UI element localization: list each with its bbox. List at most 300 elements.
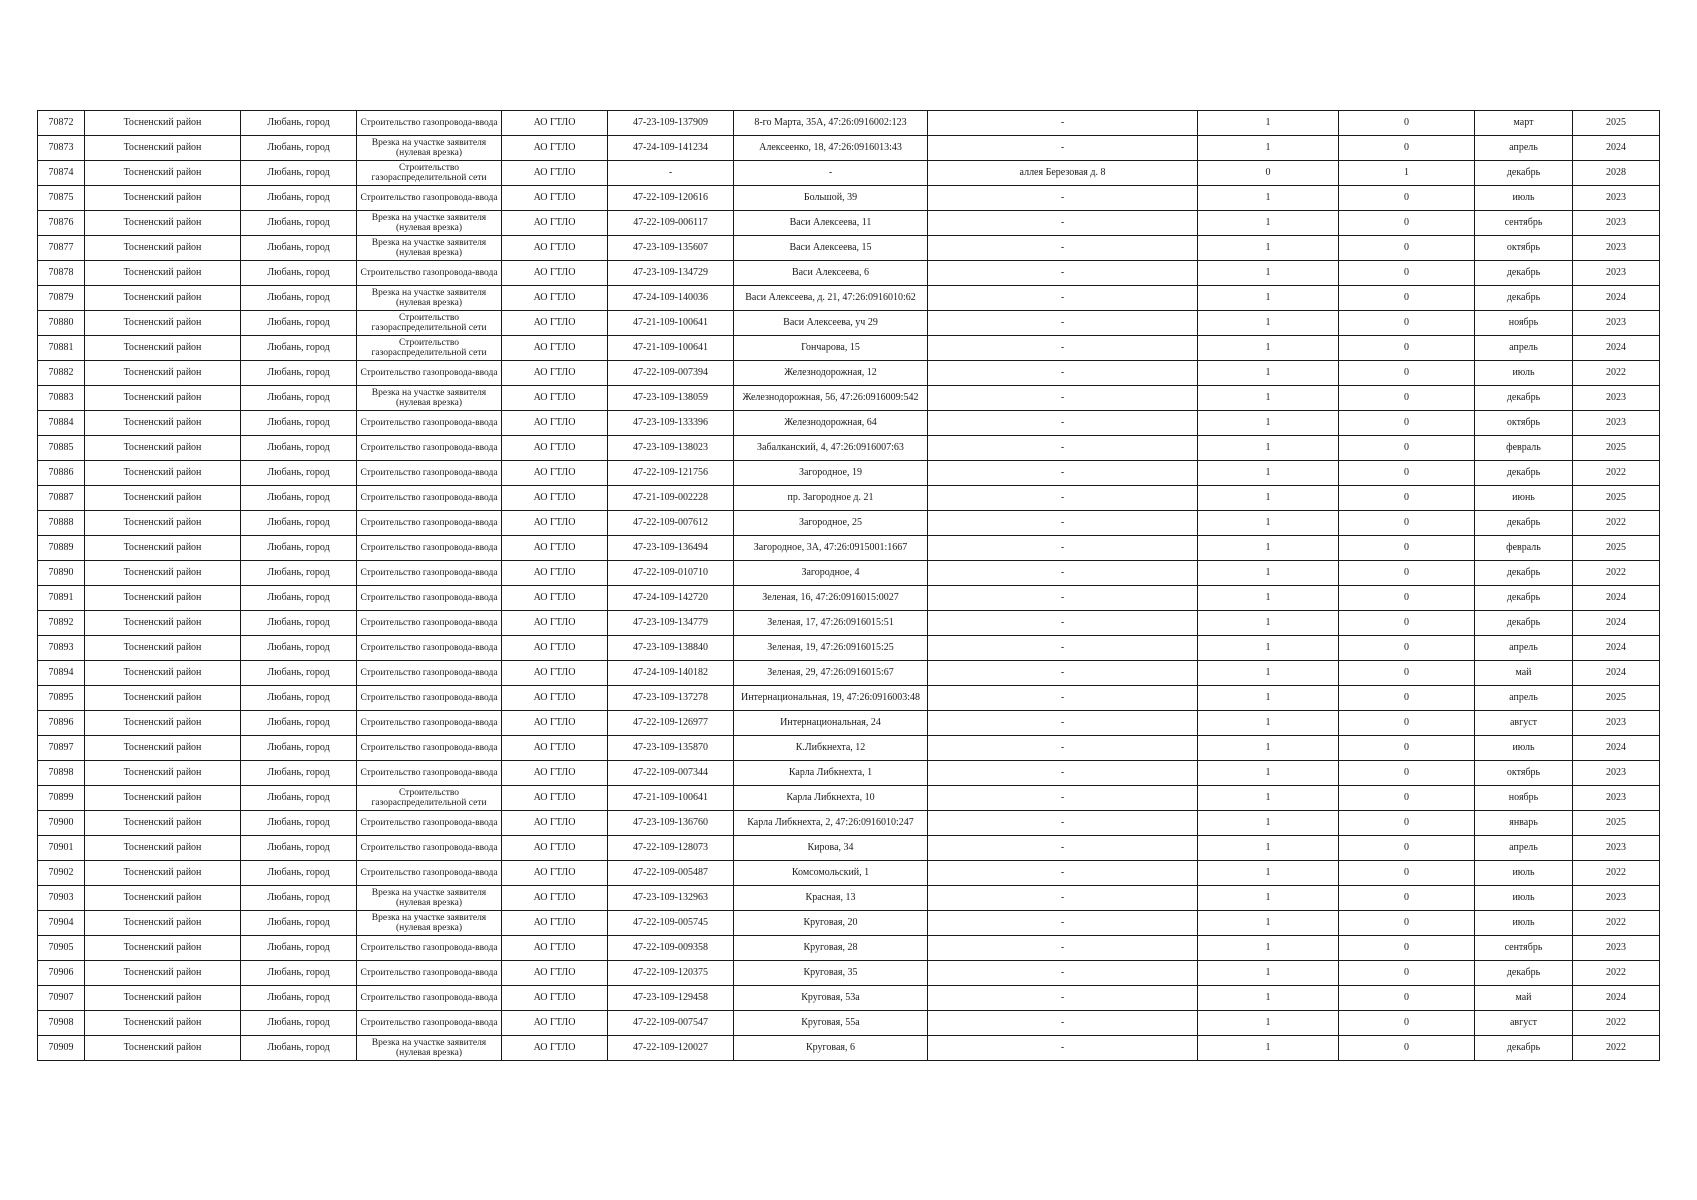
table-row xyxy=(38,986,1660,1011)
work-type-cell: Строительство газопровода-ввода xyxy=(357,361,502,386)
work-type-cell: Строительство газопровода-ввода xyxy=(357,436,502,461)
planned-quantity-cell: 0 xyxy=(1339,736,1475,761)
organization-cell: АО ГТЛО xyxy=(502,161,608,186)
table-row xyxy=(38,261,1660,286)
record-number-cell: 70891 xyxy=(38,586,85,611)
planned-quantity-cell: 0 xyxy=(1339,836,1475,861)
month-cell: июль xyxy=(1475,911,1573,936)
table-row xyxy=(38,161,1660,186)
settlement-cell: Любань, город xyxy=(241,761,357,786)
district-cell: Тосненский район xyxy=(85,586,241,611)
contract-number-cell: 47-22-109-007394 xyxy=(608,361,734,386)
month-cell: май xyxy=(1475,661,1573,686)
quantity-cell: 1 xyxy=(1198,686,1339,711)
alt-address-cell: - xyxy=(928,1011,1198,1036)
alt-address-cell: - xyxy=(928,1036,1198,1061)
month-cell: декабрь xyxy=(1475,586,1573,611)
district-cell: Тосненский район xyxy=(85,661,241,686)
organization-cell: АО ГТЛО xyxy=(502,261,608,286)
work-type-cell: Строительство газопровода-ввода xyxy=(357,1011,502,1036)
year-cell: 2024 xyxy=(1573,661,1660,686)
planned-quantity-cell: 0 xyxy=(1339,511,1475,536)
work-type-cell: Строительство газопровода-ввода xyxy=(357,636,502,661)
table-row xyxy=(38,711,1660,736)
address-cell: Зеленая, 29, 47:26:0916015:67 xyxy=(734,661,928,686)
month-cell: сентябрь xyxy=(1475,211,1573,236)
district-cell: Тосненский район xyxy=(85,886,241,911)
district-cell: Тосненский район xyxy=(85,211,241,236)
record-number-cell: 70878 xyxy=(38,261,85,286)
planned-quantity-cell: 0 xyxy=(1339,861,1475,886)
year-cell: 2025 xyxy=(1573,111,1660,136)
district-cell: Тосненский район xyxy=(85,936,241,961)
organization-cell: АО ГТЛО xyxy=(502,311,608,336)
address-cell: Интернациональная, 24 xyxy=(734,711,928,736)
settlement-cell: Любань, город xyxy=(241,1036,357,1061)
year-cell: 2023 xyxy=(1573,786,1660,811)
year-cell: 2022 xyxy=(1573,461,1660,486)
address-cell: Круговая, 28 xyxy=(734,936,928,961)
month-cell: июль xyxy=(1475,361,1573,386)
alt-address-cell: - xyxy=(928,361,1198,386)
table-row xyxy=(38,311,1660,336)
organization-cell: АО ГТЛО xyxy=(502,986,608,1011)
district-cell: Тосненский район xyxy=(85,261,241,286)
settlement-cell: Любань, город xyxy=(241,411,357,436)
table-row xyxy=(38,186,1660,211)
month-cell: февраль xyxy=(1475,536,1573,561)
table-row xyxy=(38,286,1660,311)
planned-quantity-cell: 0 xyxy=(1339,236,1475,261)
contract-number-cell: 47-23-109-137278 xyxy=(608,686,734,711)
district-cell: Тосненский район xyxy=(85,486,241,511)
quantity-cell: 1 xyxy=(1198,811,1339,836)
contract-number-cell: 47-22-109-005487 xyxy=(608,861,734,886)
organization-cell: АО ГТЛО xyxy=(502,586,608,611)
settlement-cell: Любань, город xyxy=(241,161,357,186)
organization-cell: АО ГТЛО xyxy=(502,536,608,561)
organization-cell: АО ГТЛО xyxy=(502,361,608,386)
month-cell: март xyxy=(1475,111,1573,136)
contract-number-cell: 47-22-109-126977 xyxy=(608,711,734,736)
planned-quantity-cell: 0 xyxy=(1339,186,1475,211)
quantity-cell: 1 xyxy=(1198,711,1339,736)
contract-number-cell: 47-22-109-007547 xyxy=(608,1011,734,1036)
year-cell: 2022 xyxy=(1573,861,1660,886)
record-number-cell: 70884 xyxy=(38,411,85,436)
organization-cell: АО ГТЛО xyxy=(502,561,608,586)
address-cell: Загородное, 4 xyxy=(734,561,928,586)
alt-address-cell: - xyxy=(928,661,1198,686)
district-cell: Тосненский район xyxy=(85,161,241,186)
address-cell: Загородное, 3А, 47:26:0915001:1667 xyxy=(734,536,928,561)
work-type-cell: Строительство газопровода-ввода xyxy=(357,961,502,986)
address-cell: - xyxy=(734,161,928,186)
alt-address-cell: - xyxy=(928,436,1198,461)
table-row xyxy=(38,686,1660,711)
quantity-cell: 1 xyxy=(1198,761,1339,786)
year-cell: 2022 xyxy=(1573,1036,1660,1061)
work-type-cell: Врезка на участке заявителя (нулевая врезка) xyxy=(357,136,502,161)
month-cell: июль xyxy=(1475,861,1573,886)
district-cell: Тосненский район xyxy=(85,611,241,636)
planned-quantity-cell: 0 xyxy=(1339,436,1475,461)
planned-quantity-cell: 0 xyxy=(1339,111,1475,136)
planned-quantity-cell: 0 xyxy=(1339,311,1475,336)
contract-number-cell: 47-23-109-137909 xyxy=(608,111,734,136)
contract-number-cell: 47-23-109-134729 xyxy=(608,261,734,286)
contract-number-cell: 47-23-109-136494 xyxy=(608,536,734,561)
contract-number-cell: 47-21-109-100641 xyxy=(608,336,734,361)
organization-cell: АО ГТЛО xyxy=(502,211,608,236)
month-cell: апрель xyxy=(1475,836,1573,861)
work-type-cell: Врезка на участке заявителя (нулевая врезка) xyxy=(357,386,502,411)
quantity-cell: 1 xyxy=(1198,886,1339,911)
settlement-cell: Любань, город xyxy=(241,911,357,936)
year-cell: 2024 xyxy=(1573,611,1660,636)
settlement-cell: Любань, город xyxy=(241,586,357,611)
district-cell: Тосненский район xyxy=(85,386,241,411)
settlement-cell: Любань, город xyxy=(241,736,357,761)
quantity-cell: 1 xyxy=(1198,261,1339,286)
table-row xyxy=(38,511,1660,536)
district-cell: Тосненский район xyxy=(85,536,241,561)
alt-address-cell: - xyxy=(928,786,1198,811)
settlement-cell: Любань, город xyxy=(241,1011,357,1036)
record-number-cell: 70883 xyxy=(38,386,85,411)
record-number-cell: 70874 xyxy=(38,161,85,186)
district-cell: Тосненский район xyxy=(85,836,241,861)
table-row xyxy=(38,736,1660,761)
district-cell: Тосненский район xyxy=(85,811,241,836)
table-row xyxy=(38,211,1660,236)
work-type-cell: Строительство газопровода-ввода xyxy=(357,661,502,686)
alt-address-cell: - xyxy=(928,186,1198,211)
contract-number-cell: 47-24-109-140182 xyxy=(608,661,734,686)
address-cell: Круговая, 53а xyxy=(734,986,928,1011)
quantity-cell: 1 xyxy=(1198,186,1339,211)
address-cell: Круговая, 35 xyxy=(734,961,928,986)
organization-cell: АО ГТЛО xyxy=(502,436,608,461)
year-cell: 2022 xyxy=(1573,911,1660,936)
district-cell: Тосненский район xyxy=(85,411,241,436)
planned-quantity-cell: 0 xyxy=(1339,561,1475,586)
address-cell: Васи Алексеева, 6 xyxy=(734,261,928,286)
settlement-cell: Любань, город xyxy=(241,236,357,261)
year-cell: 2025 xyxy=(1573,486,1660,511)
table-row xyxy=(38,961,1660,986)
contract-number-cell: 47-23-109-134779 xyxy=(608,611,734,636)
alt-address-cell: - xyxy=(928,511,1198,536)
organization-cell: АО ГТЛО xyxy=(502,636,608,661)
settlement-cell: Любань, город xyxy=(241,361,357,386)
table-row xyxy=(38,786,1660,811)
quantity-cell: 1 xyxy=(1198,836,1339,861)
planned-quantity-cell: 1 xyxy=(1339,161,1475,186)
quantity-cell: 1 xyxy=(1198,411,1339,436)
year-cell: 2024 xyxy=(1573,636,1660,661)
contract-number-cell: - xyxy=(608,161,734,186)
organization-cell: АО ГТЛО xyxy=(502,1011,608,1036)
record-number-cell: 70896 xyxy=(38,711,85,736)
settlement-cell: Любань, город xyxy=(241,811,357,836)
district-cell: Тосненский район xyxy=(85,136,241,161)
quantity-cell: 1 xyxy=(1198,461,1339,486)
record-number-cell: 70889 xyxy=(38,536,85,561)
record-number-cell: 70885 xyxy=(38,436,85,461)
address-cell: Гончарова, 15 xyxy=(734,336,928,361)
table-row xyxy=(38,836,1660,861)
year-cell: 2024 xyxy=(1573,736,1660,761)
month-cell: ноябрь xyxy=(1475,311,1573,336)
contract-number-cell: 47-23-109-138023 xyxy=(608,436,734,461)
address-cell: Красная, 13 xyxy=(734,886,928,911)
registry-table xyxy=(37,110,1660,1061)
settlement-cell: Любань, город xyxy=(241,311,357,336)
quantity-cell: 1 xyxy=(1198,236,1339,261)
address-cell: Кирова, 34 xyxy=(734,836,928,861)
address-cell: Васи Алексеева, уч 29 xyxy=(734,311,928,336)
month-cell: декабрь xyxy=(1475,461,1573,486)
record-number-cell: 70881 xyxy=(38,336,85,361)
alt-address-cell: - xyxy=(928,561,1198,586)
month-cell: июль xyxy=(1475,886,1573,911)
table-row xyxy=(38,111,1660,136)
record-number-cell: 70907 xyxy=(38,986,85,1011)
address-cell: Карла Либкнехта, 1 xyxy=(734,761,928,786)
work-type-cell: Строительство газопровода-ввода xyxy=(357,811,502,836)
work-type-cell: Строительство газораспределительной сети xyxy=(357,336,502,361)
alt-address-cell: - xyxy=(928,111,1198,136)
planned-quantity-cell: 0 xyxy=(1339,886,1475,911)
planned-quantity-cell: 0 xyxy=(1339,936,1475,961)
district-cell: Тосненский район xyxy=(85,761,241,786)
contract-number-cell: 47-23-109-129458 xyxy=(608,986,734,1011)
district-cell: Тосненский район xyxy=(85,961,241,986)
month-cell: декабрь xyxy=(1475,161,1573,186)
quantity-cell: 1 xyxy=(1198,636,1339,661)
work-type-cell: Строительство газопровода-ввода xyxy=(357,861,502,886)
record-number-cell: 70908 xyxy=(38,1011,85,1036)
record-number-cell: 70880 xyxy=(38,311,85,336)
work-type-cell: Строительство газопровода-ввода xyxy=(357,461,502,486)
table-row xyxy=(38,1011,1660,1036)
quantity-cell: 1 xyxy=(1198,936,1339,961)
work-type-cell: Строительство газопровода-ввода xyxy=(357,611,502,636)
district-cell: Тосненский район xyxy=(85,311,241,336)
quantity-cell: 1 xyxy=(1198,111,1339,136)
month-cell: январь xyxy=(1475,811,1573,836)
district-cell: Тосненский район xyxy=(85,561,241,586)
month-cell: декабрь xyxy=(1475,511,1573,536)
planned-quantity-cell: 0 xyxy=(1339,336,1475,361)
settlement-cell: Любань, город xyxy=(241,136,357,161)
month-cell: октябрь xyxy=(1475,236,1573,261)
table-row xyxy=(38,636,1660,661)
work-type-cell: Строительство газопровода-ввода xyxy=(357,486,502,511)
alt-address-cell: - xyxy=(928,736,1198,761)
record-number-cell: 70901 xyxy=(38,836,85,861)
organization-cell: АО ГТЛО xyxy=(502,286,608,311)
settlement-cell: Любань, город xyxy=(241,486,357,511)
quantity-cell: 1 xyxy=(1198,861,1339,886)
address-cell: Васи Алексеева, д. 21, 47:26:0916010:62 xyxy=(734,286,928,311)
district-cell: Тосненский район xyxy=(85,111,241,136)
alt-address-cell: - xyxy=(928,136,1198,161)
alt-address-cell: - xyxy=(928,761,1198,786)
table-row xyxy=(38,661,1660,686)
table-row xyxy=(38,336,1660,361)
planned-quantity-cell: 0 xyxy=(1339,961,1475,986)
planned-quantity-cell: 0 xyxy=(1339,261,1475,286)
alt-address-cell: - xyxy=(928,211,1198,236)
year-cell: 2024 xyxy=(1573,586,1660,611)
table-row xyxy=(38,911,1660,936)
work-type-cell: Врезка на участке заявителя (нулевая врезка) xyxy=(357,911,502,936)
settlement-cell: Любань, город xyxy=(241,686,357,711)
record-number-cell: 70875 xyxy=(38,186,85,211)
organization-cell: АО ГТЛО xyxy=(502,936,608,961)
organization-cell: АО ГТЛО xyxy=(502,486,608,511)
quantity-cell: 1 xyxy=(1198,286,1339,311)
contract-number-cell: 47-22-109-006117 xyxy=(608,211,734,236)
table-row xyxy=(38,611,1660,636)
address-cell: Алексеенко, 18, 47:26:0916013:43 xyxy=(734,136,928,161)
settlement-cell: Любань, город xyxy=(241,286,357,311)
month-cell: апрель xyxy=(1475,636,1573,661)
settlement-cell: Любань, город xyxy=(241,611,357,636)
record-number-cell: 70900 xyxy=(38,811,85,836)
planned-quantity-cell: 0 xyxy=(1339,1011,1475,1036)
month-cell: декабрь xyxy=(1475,561,1573,586)
organization-cell: АО ГТЛО xyxy=(502,661,608,686)
address-cell: 8-го Марта, 35А, 47:26:0916002:123 xyxy=(734,111,928,136)
contract-number-cell: 47-22-109-120375 xyxy=(608,961,734,986)
work-type-cell: Строительство газопровода-ввода xyxy=(357,686,502,711)
year-cell: 2022 xyxy=(1573,1011,1660,1036)
work-type-cell: Строительство газораспределительной сети xyxy=(357,161,502,186)
month-cell: апрель xyxy=(1475,686,1573,711)
address-cell: Железнодорожная, 56, 47:26:0916009:542 xyxy=(734,386,928,411)
planned-quantity-cell: 0 xyxy=(1339,786,1475,811)
address-cell: Круговая, 6 xyxy=(734,1036,928,1061)
quantity-cell: 1 xyxy=(1198,911,1339,936)
settlement-cell: Любань, город xyxy=(241,211,357,236)
record-number-cell: 70890 xyxy=(38,561,85,586)
work-type-cell: Строительство газопровода-ввода xyxy=(357,411,502,436)
organization-cell: АО ГТЛО xyxy=(502,461,608,486)
quantity-cell: 1 xyxy=(1198,361,1339,386)
district-cell: Тосненский район xyxy=(85,1036,241,1061)
year-cell: 2024 xyxy=(1573,336,1660,361)
record-number-cell: 70903 xyxy=(38,886,85,911)
record-number-cell: 70897 xyxy=(38,736,85,761)
settlement-cell: Любань, город xyxy=(241,661,357,686)
settlement-cell: Любань, город xyxy=(241,386,357,411)
alt-address-cell: - xyxy=(928,861,1198,886)
work-type-cell: Строительство газопровода-ввода xyxy=(357,561,502,586)
work-type-cell: Строительство газопровода-ввода xyxy=(357,936,502,961)
contract-number-cell: 47-23-109-135870 xyxy=(608,736,734,761)
planned-quantity-cell: 0 xyxy=(1339,611,1475,636)
year-cell: 2022 xyxy=(1573,361,1660,386)
table-row xyxy=(38,936,1660,961)
contract-number-cell: 47-22-109-120616 xyxy=(608,186,734,211)
alt-address-cell: - xyxy=(928,936,1198,961)
quantity-cell: 1 xyxy=(1198,986,1339,1011)
planned-quantity-cell: 0 xyxy=(1339,1036,1475,1061)
district-cell: Тосненский район xyxy=(85,336,241,361)
record-number-cell: 70873 xyxy=(38,136,85,161)
table-row xyxy=(38,886,1660,911)
district-cell: Тосненский район xyxy=(85,986,241,1011)
settlement-cell: Любань, город xyxy=(241,536,357,561)
work-type-cell: Строительство газопровода-ввода xyxy=(357,586,502,611)
record-number-cell: 70899 xyxy=(38,786,85,811)
district-cell: Тосненский район xyxy=(85,461,241,486)
district-cell: Тосненский район xyxy=(85,786,241,811)
contract-number-cell: 47-22-109-121756 xyxy=(608,461,734,486)
alt-address-cell: - xyxy=(928,486,1198,511)
year-cell: 2023 xyxy=(1573,711,1660,736)
organization-cell: АО ГТЛО xyxy=(502,886,608,911)
alt-address-cell: - xyxy=(928,461,1198,486)
year-cell: 2023 xyxy=(1573,836,1660,861)
district-cell: Тосненский район xyxy=(85,861,241,886)
contract-number-cell: 47-23-109-138840 xyxy=(608,636,734,661)
organization-cell: АО ГТЛО xyxy=(502,111,608,136)
record-number-cell: 70904 xyxy=(38,911,85,936)
contract-number-cell: 47-22-109-010710 xyxy=(608,561,734,586)
settlement-cell: Любань, город xyxy=(241,961,357,986)
contract-number-cell: 47-21-109-002228 xyxy=(608,486,734,511)
month-cell: декабрь xyxy=(1475,386,1573,411)
district-cell: Тосненский район xyxy=(85,436,241,461)
table-row xyxy=(38,536,1660,561)
settlement-cell: Любань, город xyxy=(241,636,357,661)
planned-quantity-cell: 0 xyxy=(1339,136,1475,161)
alt-address-cell: - xyxy=(928,686,1198,711)
work-type-cell: Строительство газопровода-ввода xyxy=(357,536,502,561)
work-type-cell: Строительство газопровода-ввода xyxy=(357,111,502,136)
year-cell: 2023 xyxy=(1573,411,1660,436)
quantity-cell: 1 xyxy=(1198,1011,1339,1036)
organization-cell: АО ГТЛО xyxy=(502,386,608,411)
table-row xyxy=(38,486,1660,511)
record-number-cell: 70898 xyxy=(38,761,85,786)
settlement-cell: Любань, город xyxy=(241,186,357,211)
table-row xyxy=(38,761,1660,786)
record-number-cell: 70879 xyxy=(38,286,85,311)
record-number-cell: 70877 xyxy=(38,236,85,261)
table-row xyxy=(38,436,1660,461)
month-cell: октябрь xyxy=(1475,761,1573,786)
year-cell: 2023 xyxy=(1573,311,1660,336)
alt-address-cell: - xyxy=(928,611,1198,636)
table-row xyxy=(38,461,1660,486)
quantity-cell: 1 xyxy=(1198,736,1339,761)
record-number-cell: 70886 xyxy=(38,461,85,486)
alt-address-cell: - xyxy=(928,336,1198,361)
quantity-cell: 1 xyxy=(1198,961,1339,986)
quantity-cell: 1 xyxy=(1198,611,1339,636)
table-row xyxy=(38,361,1660,386)
month-cell: август xyxy=(1475,1011,1573,1036)
organization-cell: АО ГТЛО xyxy=(502,961,608,986)
address-cell: пр. Загородное д. 21 xyxy=(734,486,928,511)
settlement-cell: Любань, город xyxy=(241,836,357,861)
settlement-cell: Любань, город xyxy=(241,711,357,736)
